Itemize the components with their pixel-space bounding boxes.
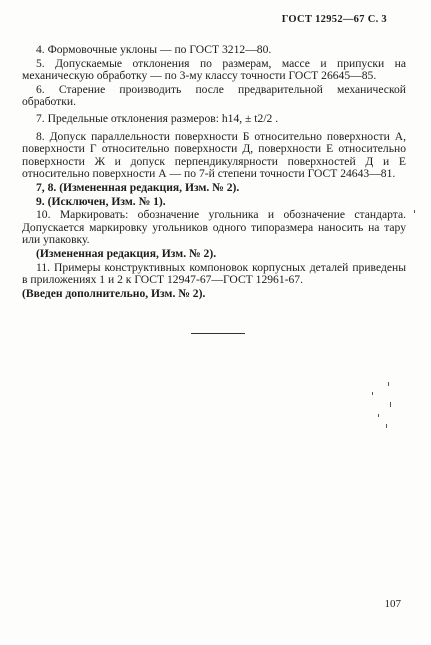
paragraph-10-edition: (Измененная редакция, Изм. № 2). (36, 246, 217, 260)
scan-speck (372, 392, 373, 395)
paragraph-4: 4. Формовочные уклоны — по ГОСТ 3212—80. (36, 43, 272, 56)
paragraph-7-8-edition: 7, 8. (Измененная редакция, Изм. № 2). (36, 180, 240, 194)
page-number: 107 (384, 598, 401, 610)
section-separator (191, 333, 245, 334)
paragraph-8: 8. Допуск параллельности поверхности Б относительно поверхности А, поверхности Г относительно поверхности Д, поверхности Е относительно поверхности Ж и допуск перпендикулярности поверхностей Д и Е относительно поверхности А — по 7-й степени точности ГОСТ 24643—81. (22, 129, 406, 181)
paragraph-5: 5. Допускаемые отклонения по размерам, массе и припуски на механическую обработку — по 3-му классу точности ГОСТ 26645—85. (22, 56, 406, 83)
paragraph-6: 6. Старение производить после предварительной механической обработки. (22, 82, 406, 109)
scan-speck (386, 424, 387, 428)
paragraph-10: 10. Маркировать: обозначение угольника и обозначение стандарта. Допускается маркировку угольников одного типоразмера наносить на тару или упаковку. (22, 208, 406, 247)
paragraph-11: 11. Примеры конструктивных компоновок корпусных деталей приведены в приложениях 1 и 2 к ГОСТ 12947-67—ГОСТ 12961-67. (22, 260, 406, 287)
scan-speck (414, 210, 415, 213)
paragraph-9-excluded: 9. (Исключен, Изм. № 1). (36, 194, 166, 208)
scan-speck (388, 382, 389, 386)
paragraph-7: 7. Предельные отклонения размеров: h14, ± t2/2 . (36, 111, 279, 125)
page-header: ГОСТ 12952—67 С. 3 (281, 14, 387, 25)
scan-speck (390, 402, 391, 407)
document-body (22, 44, 406, 301)
scan-speck (378, 414, 379, 417)
paragraph-11-added: (Введен дополнительно, Изм. № 2). (22, 286, 206, 300)
